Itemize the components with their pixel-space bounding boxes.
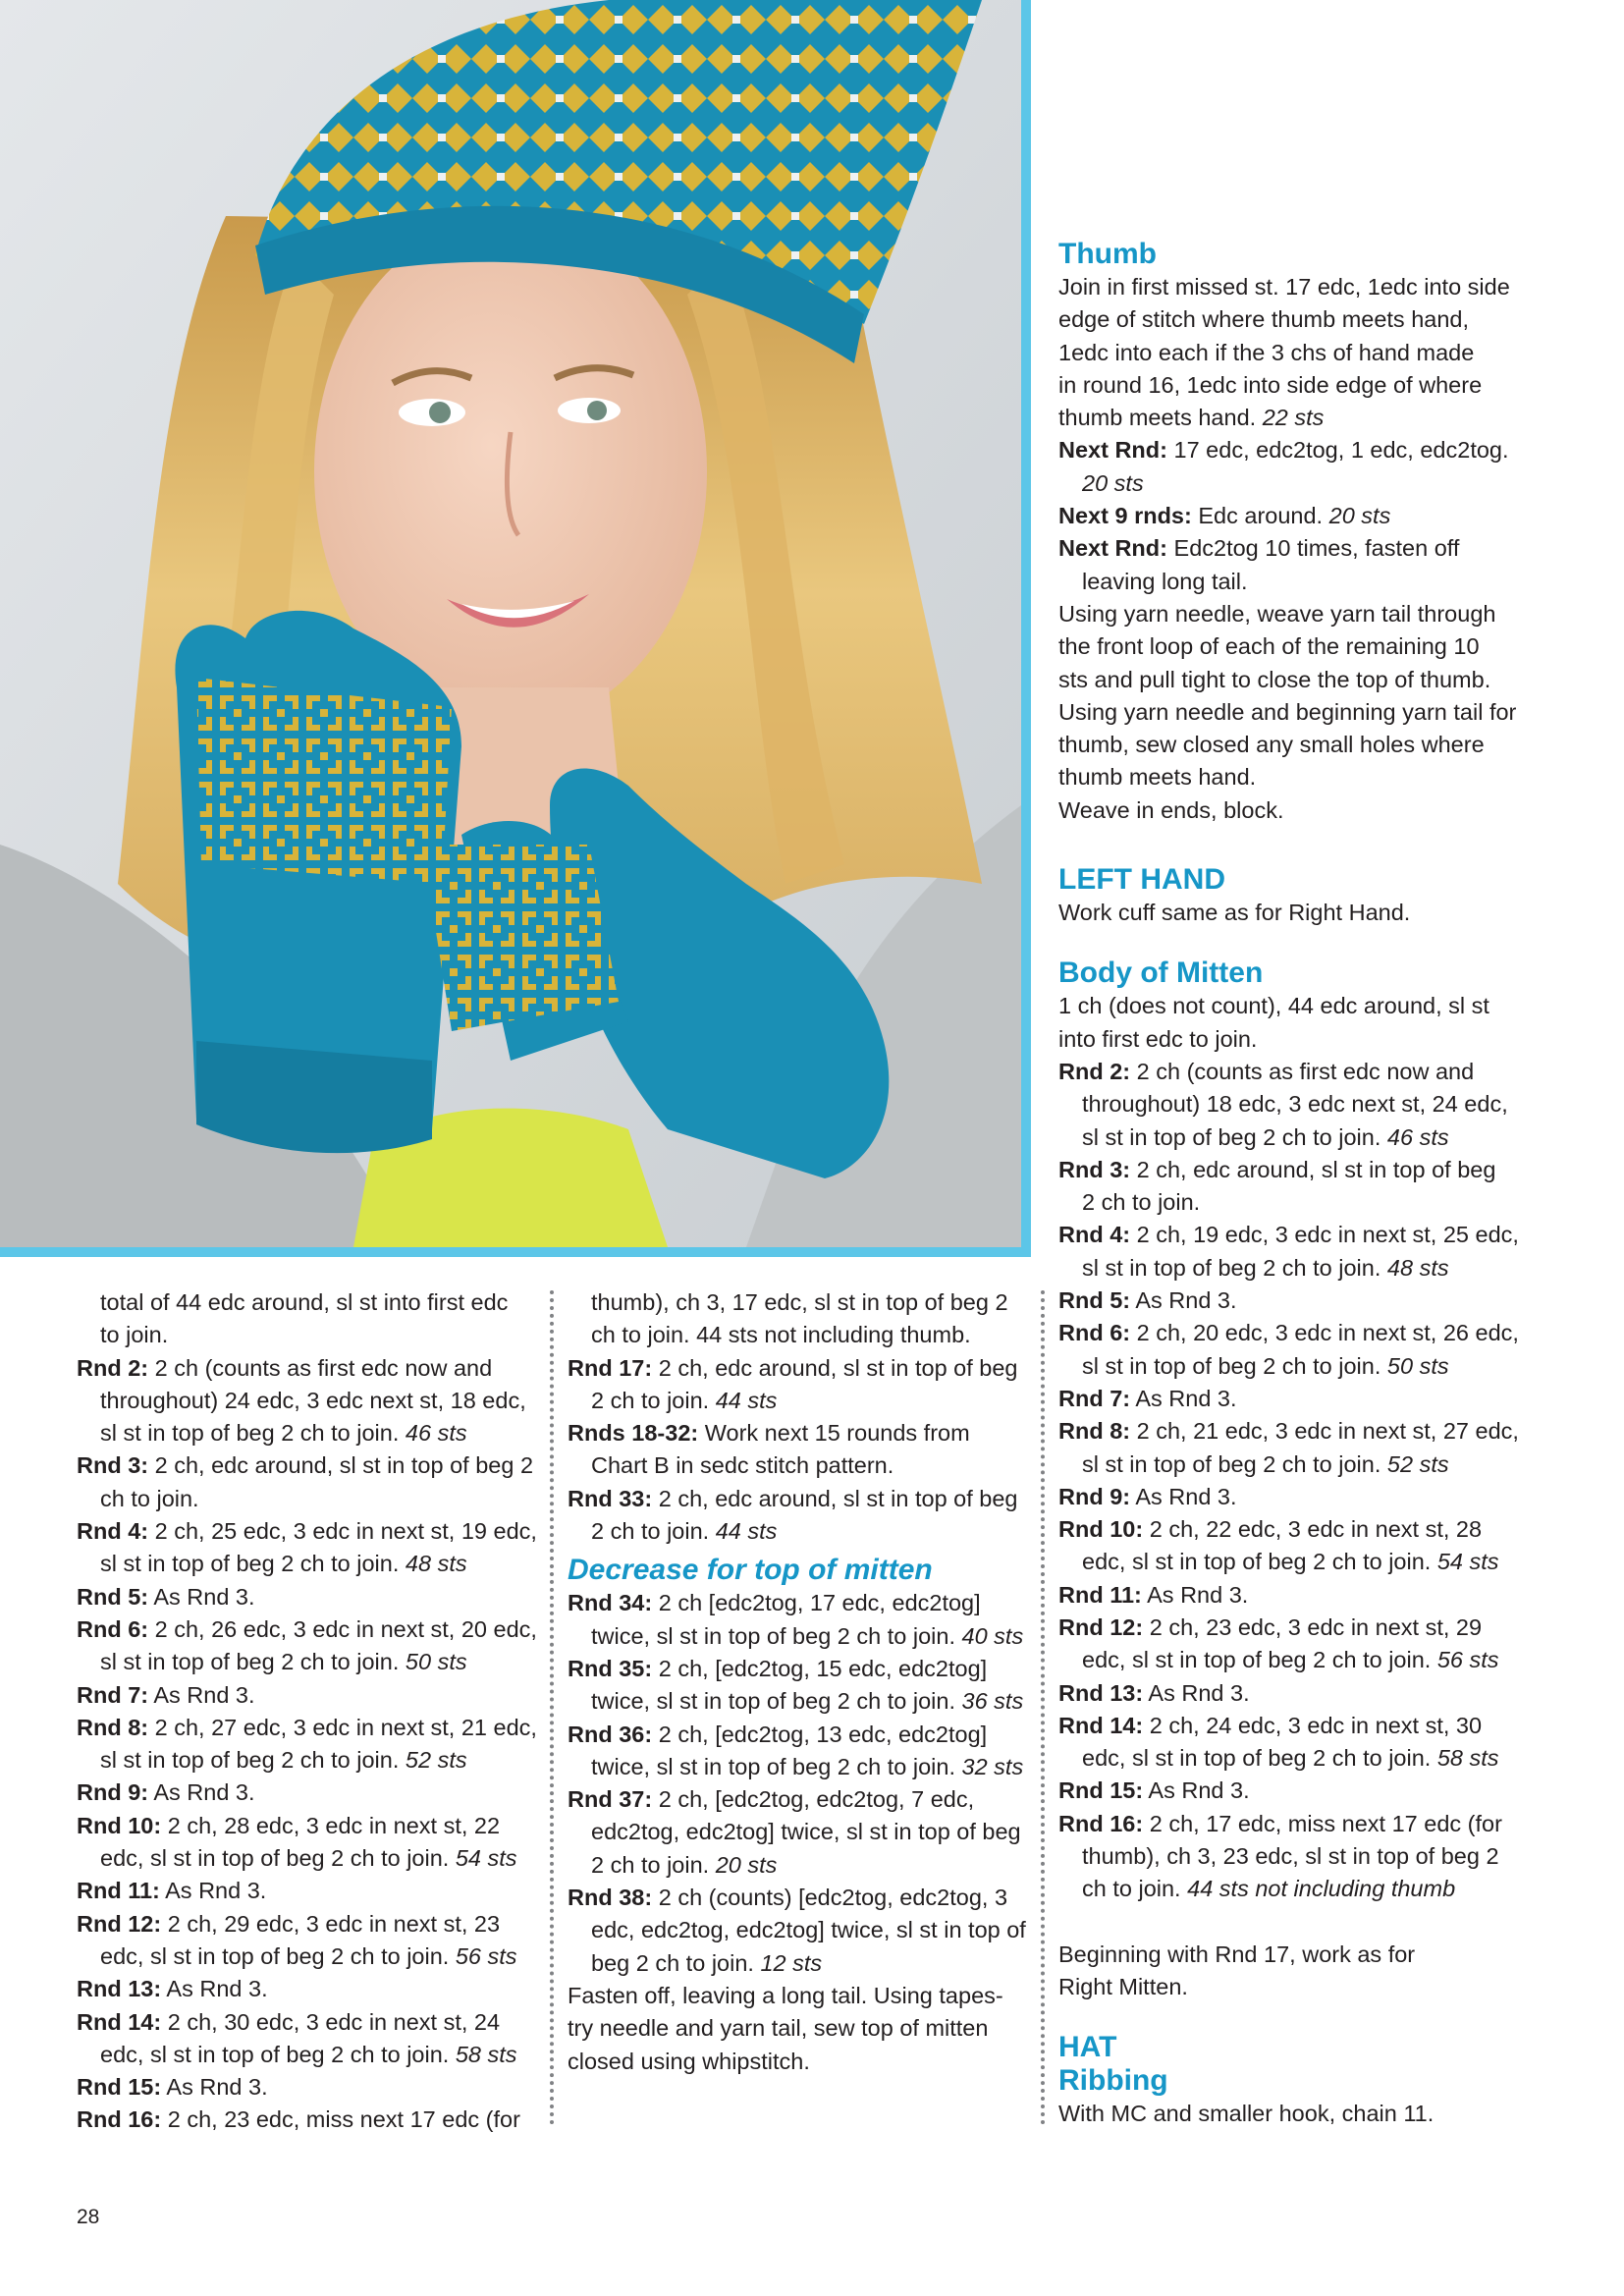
round-label: Next 9 rnds: <box>1058 503 1192 529</box>
left-hand-heading: LEFT HAND <box>1058 863 1225 897</box>
round-label: Rnd 34: <box>568 1590 653 1616</box>
round-label: Next Rnd: <box>1058 437 1167 464</box>
instruction-text: As Rnd 3. <box>1141 1581 1249 1608</box>
pattern-line <box>1058 1285 1530 1317</box>
pattern-line <box>568 1620 1031 1653</box>
pattern-line <box>1058 1350 1530 1383</box>
pattern-line <box>1058 434 1530 466</box>
instruction-text: throughout) 24 edc, 3 edc next st, 18 edc, <box>100 1387 526 1413</box>
instruction-text: Using yarn needle, weave yarn tail through <box>1058 600 1496 627</box>
round-label: Rnd 10: <box>1058 1516 1144 1543</box>
instruction-text: the front loop of each of the remaining 10 <box>1058 633 1480 660</box>
instruction-text: As Rnd 3. <box>1130 1483 1237 1509</box>
instruction-text: thumb, sew closed any small holes where <box>1058 732 1485 758</box>
pattern-line <box>1058 897 1530 929</box>
pattern-line <box>1058 1056 1530 1088</box>
round-label: Rnd 9: <box>1058 1483 1131 1509</box>
instruction-text: 2 ch, 22 edc, 3 edc in next st, 28 <box>1143 1516 1483 1543</box>
right-column <box>1058 234 1530 2131</box>
stitch-count: 48 sts <box>1386 1254 1449 1281</box>
pattern-line <box>1058 1971 1530 2003</box>
instruction-text: try needle and yarn tail, sew top of mitten <box>568 2015 989 2042</box>
instruction-text: Fasten off, leaving a long tail. Using tapes- <box>568 1982 1003 2008</box>
instruction-text: edc, sl st in top of beg 2 ch to join. <box>1082 1647 1437 1673</box>
stitch-count: 58 sts <box>1436 1745 1499 1772</box>
pattern-line <box>568 1587 1031 1619</box>
pattern-line <box>77 1581 538 1613</box>
pattern-line <box>1058 990 1530 1022</box>
pattern-line <box>77 1319 538 1351</box>
pattern-line <box>77 1941 538 1973</box>
round-label: Rnd 4: <box>1058 1222 1131 1248</box>
instruction-text: As Rnd 3. <box>1130 1287 1237 1314</box>
stitch-count: 44 sts <box>715 1518 778 1545</box>
instruction-text: edc2tog, edc2tog] twice, sl st in top of beg <box>591 1819 1021 1845</box>
pattern-line <box>1058 1644 1530 1676</box>
pattern-line <box>77 2039 538 2071</box>
ribbing-heading: Ribbing <box>1058 2064 1168 2098</box>
product-photo <box>0 0 1031 1257</box>
stitch-count: 48 sts <box>405 1551 467 1577</box>
pattern-line <box>77 1548 538 1580</box>
instruction-text: As Rnd 3. <box>1130 1385 1237 1411</box>
instruction-text: throughout) 18 edc, 3 edc next st, 24 edc, <box>1082 1091 1508 1118</box>
pattern-line <box>568 1685 1031 1718</box>
instruction-text: edc, sl st in top of beg 2 ch to join. <box>100 1942 456 1969</box>
instruction-text: sl st in top of beg 2 ch to join. <box>100 1420 406 1447</box>
round-label: Rnd 14: <box>77 2008 162 2035</box>
round-label: Rnd 16: <box>1058 1810 1144 1836</box>
pattern-line <box>77 1744 538 1777</box>
stitch-count: 32 sts <box>961 1753 1024 1779</box>
pattern-line <box>1058 630 1530 663</box>
instruction-text: 2 ch (counts as first edc now and <box>1130 1058 1475 1084</box>
instruction-text: 1edc into each if the 3 chs of hand made <box>1058 339 1475 365</box>
left-column-lines <box>77 1286 538 2137</box>
pattern-line <box>1058 794 1530 827</box>
instruction-text: thumb meets hand. <box>1058 764 1257 791</box>
instruction-text: leaving long tail. <box>1082 568 1248 594</box>
instruction-text: 1 ch (does not count), 44 edc around, sl st <box>1058 993 1489 1019</box>
pattern-line <box>77 2104 538 2136</box>
round-label: Rnd 7: <box>1058 1385 1131 1411</box>
pattern-line <box>568 1385 1031 1417</box>
instruction-text: Edc2tog 10 times, fasten off <box>1166 535 1460 562</box>
pattern-line <box>568 1816 1031 1848</box>
pattern-line <box>77 1646 538 1678</box>
instruction-text: 2 ch, 19 edc, 3 edc in next st, 25 edc, <box>1130 1222 1519 1248</box>
instruction-text: sl st in top of beg 2 ch to join. <box>1082 1123 1387 1150</box>
instruction-text: Using yarn needle and beginning yarn tail for <box>1058 698 1517 725</box>
instruction-text: sts and pull tight to close the top of thumb. <box>1058 666 1491 692</box>
stitch-count: 52 sts <box>1386 1450 1449 1477</box>
pattern-line <box>1058 1317 1530 1349</box>
stitch-count: 50 sts <box>405 1649 467 1675</box>
instruction-text: twice, sl st in top of beg 2 ch to join. <box>591 1753 962 1779</box>
pattern-line <box>1058 1742 1530 1775</box>
round-label: Rnd 37: <box>568 1786 653 1813</box>
pattern-line <box>568 1914 1031 1946</box>
pattern-line <box>77 1842 538 1875</box>
left-hand-lines <box>1058 897 1530 929</box>
instruction-text: sl st in top of beg 2 ch to join. <box>1082 1450 1387 1477</box>
round-label: Rnd 33: <box>568 1485 653 1511</box>
instruction-text: edc, sl st in top of beg 2 ch to join. <box>1082 1549 1437 1575</box>
instruction-text: sl st in top of beg 2 ch to join. <box>100 1747 406 1774</box>
instruction-text: to join. <box>100 1322 169 1348</box>
round-label: Rnd 36: <box>568 1721 653 1747</box>
pattern-line <box>1058 1840 1530 1873</box>
pattern-line <box>568 1947 1031 1980</box>
round-label: Rnd 15: <box>77 2074 162 2101</box>
pattern-line <box>1058 1808 1530 1840</box>
pattern-line <box>1058 1023 1530 1056</box>
pattern-line <box>1058 500 1530 532</box>
pattern-line <box>1058 1873 1530 1905</box>
instruction-text: sl st in top of beg 2 ch to join. <box>1082 1254 1387 1281</box>
ribbing-lines <box>1058 2098 1530 2130</box>
pattern-line <box>568 2046 1031 2078</box>
instruction-text: Join in first missed st. 17 edc, 1edc into side <box>1058 274 1510 300</box>
instruction-text: sl st in top of beg 2 ch to join. <box>100 1551 406 1577</box>
pattern-line <box>77 1875 538 1907</box>
stitch-count: 20 sts <box>1082 469 1144 496</box>
instruction-text: 2 ch, 26 edc, 3 edc in next st, 20 edc, <box>148 1615 537 1642</box>
instruction-text: ch to join. <box>100 1485 199 1511</box>
pattern-line <box>568 2012 1031 2045</box>
pattern-line <box>1058 1612 1530 1644</box>
round-label: Rnd 14: <box>1058 1712 1144 1738</box>
pattern-line <box>1058 1513 1530 1546</box>
round-label: Rnd 5: <box>1058 1287 1131 1314</box>
instruction-text: 2 ch, 29 edc, 3 edc in next st, 23 <box>161 1910 501 1937</box>
instruction-text: 17 edc, edc2tog, 1 edc, edc2tog. <box>1166 437 1509 464</box>
instruction-text: ch to join. 44 sts not including thumb. <box>591 1322 971 1348</box>
round-label: Rnd 12: <box>77 1910 162 1937</box>
instruction-text: edc, sl st in top of beg 2 ch to join. <box>100 1845 456 1872</box>
instruction-text: 2 ch, 23 edc, miss next 17 edc (for <box>161 2106 520 2133</box>
pattern-line <box>77 1908 538 1941</box>
thumb-lines <box>1058 271 1530 827</box>
left-column <box>77 1286 538 2137</box>
round-label: Rnd 6: <box>77 1615 149 1642</box>
round-label: Rnd 13: <box>77 1976 162 2002</box>
instruction-text: With MC and smaller hook, chain 11. <box>1058 2101 1435 2127</box>
thumb-heading: Thumb <box>1058 238 1157 270</box>
instruction-text: As Rnd 3. <box>148 1583 255 1610</box>
pattern-line <box>568 1783 1031 1816</box>
pattern-line <box>77 1515 538 1548</box>
round-label: Rnd 17: <box>568 1354 653 1381</box>
stitch-count: 54 sts <box>1436 1549 1499 1575</box>
instruction-text: in round 16, 1edc into side edge of where <box>1058 371 1483 398</box>
stitch-count: 12 sts <box>760 1949 823 1976</box>
stitch-count: 20 sts <box>1328 503 1391 529</box>
instruction-text: 2 ch [edc2tog, 17 edc, edc2tog] <box>652 1590 981 1616</box>
pattern-line <box>77 1352 538 1385</box>
pattern-line <box>1058 566 1530 598</box>
pattern-line <box>1058 337 1530 369</box>
round-label: Rnd 11: <box>77 1878 160 1904</box>
instruction-text: 2 ch, 27 edc, 3 edc in next st, 21 edc, <box>148 1714 537 1740</box>
pattern-line <box>568 1286 1031 1319</box>
pattern-line <box>1058 2098 1530 2130</box>
instruction-text: 2 ch to join. <box>1082 1189 1201 1216</box>
instruction-text: ch to join. <box>1082 1876 1188 1902</box>
pattern-line <box>77 1286 538 1319</box>
instruction-text: edc, edc2tog, edc2tog] twice, sl st in top of <box>591 1917 1026 1943</box>
instruction-text: Right Mitten. <box>1058 1973 1188 1999</box>
round-label: Rnd 2: <box>1058 1058 1131 1084</box>
stitch-count: 54 sts <box>455 1845 517 1872</box>
instruction-text: 2 ch, [edc2tog, edc2tog, 7 edc, <box>652 1786 975 1813</box>
stitch-count: 56 sts <box>1436 1647 1499 1673</box>
round-label: Rnd 5: <box>77 1583 149 1610</box>
instruction-text: 2 ch, 17 edc, miss next 17 edc (for <box>1143 1810 1502 1836</box>
pattern-line <box>77 1483 538 1515</box>
round-label: Rnd 9: <box>77 1779 149 1806</box>
instruction-text: 2 ch, [edc2tog, 13 edc, edc2tog] <box>652 1721 988 1747</box>
pattern-line <box>1058 1546 1530 1578</box>
pattern-line <box>1058 369 1530 402</box>
body-of-mitten-lines <box>1058 990 1530 1905</box>
instruction-text: 2 ch to join. <box>591 1518 716 1545</box>
pattern-line <box>568 1980 1031 2012</box>
instruction-text: 2 ch, 21 edc, 3 edc in next st, 27 edc, <box>1130 1418 1519 1445</box>
pattern-line <box>1058 1219 1530 1251</box>
pattern-line <box>77 2006 538 2039</box>
stitch-count: 40 sts <box>961 1622 1024 1649</box>
instruction-text: Chart B in sedc stitch pattern. <box>591 1452 894 1479</box>
pattern-line <box>1058 1481 1530 1513</box>
pattern-line <box>568 1352 1031 1385</box>
pattern-line <box>77 1449 538 1482</box>
pattern-line <box>1058 729 1530 761</box>
instruction-text: As Rnd 3. <box>148 1681 255 1708</box>
instruction-text: Weave in ends, block. <box>1058 796 1284 823</box>
instruction-text: As Rnd 3. <box>1143 1679 1250 1706</box>
middle-column-lines <box>568 1286 1031 1548</box>
instruction-text: twice, sl st in top of beg 2 ch to join. <box>591 1688 962 1715</box>
pattern-line <box>568 1417 1031 1449</box>
page-number: 28 <box>77 2206 100 2228</box>
instruction-text: 2 ch (counts as first edc now and <box>148 1354 493 1381</box>
instruction-text: 2 ch (counts) [edc2tog, edc2tog, 3 <box>652 1885 1008 1911</box>
photo-illustration <box>0 0 1021 1247</box>
pattern-line <box>1058 1579 1530 1612</box>
round-label: Rnd 2: <box>77 1354 149 1381</box>
pattern-line <box>568 1882 1031 1914</box>
round-label: Rnd 16: <box>77 2106 162 2133</box>
decrease-heading: Decrease for top of mitten <box>568 1554 933 1587</box>
round-label: Rnd 10: <box>77 1812 162 1838</box>
pattern-line <box>1058 1775 1530 1807</box>
instruction-text: edc, sl st in top of beg 2 ch to join. <box>1082 1745 1437 1772</box>
pattern-line <box>1058 1186 1530 1219</box>
instruction-text: 2 ch, edc around, sl st in top of beg <box>652 1485 1018 1511</box>
stitch-count: 22 sts <box>1262 405 1325 431</box>
stitch-count: 44 sts <box>715 1387 778 1413</box>
pattern-line <box>1058 1449 1530 1481</box>
pattern-line <box>568 1515 1031 1548</box>
instruction-text: As Rnd 3. <box>148 1779 255 1806</box>
pattern-line <box>1058 532 1530 565</box>
pattern-line <box>77 1385 538 1417</box>
instruction-text: As Rnd 3. <box>1143 1777 1250 1804</box>
pattern-line <box>568 1483 1031 1515</box>
pattern-line <box>1058 1088 1530 1121</box>
instruction-text: sl st in top of beg 2 ch to join. <box>1082 1352 1387 1379</box>
pattern-line <box>568 1319 1031 1351</box>
pattern-line <box>1058 1252 1530 1285</box>
round-label: Rnd 3: <box>77 1452 149 1479</box>
pattern-line <box>77 1679 538 1712</box>
instruction-text: beg 2 ch to join. <box>591 1949 761 1976</box>
round-label: Rnds 18-32: <box>568 1420 699 1447</box>
instruction-text: 2 ch, 20 edc, 3 edc in next st, 26 edc, <box>1130 1320 1519 1346</box>
instruction-text: 2 ch, 23 edc, 3 edc in next st, 29 <box>1143 1613 1483 1640</box>
instruction-text: 2 ch, 24 edc, 3 edc in next st, 30 <box>1143 1712 1483 1738</box>
middle-column <box>568 1286 1031 2078</box>
round-label: Rnd 6: <box>1058 1320 1131 1346</box>
round-label: Rnd 11: <box>1058 1581 1142 1608</box>
instruction-text: thumb), ch 3, 23 edc, sl st in top of beg 2 <box>1082 1843 1499 1870</box>
instruction-text: total of 44 edc around, sl st into first edc <box>100 1289 509 1315</box>
round-label: Rnd 4: <box>77 1518 149 1545</box>
instruction-text: As Rnd 3. <box>161 1976 268 2002</box>
instruction-text: closed using whipstitch. <box>568 2048 810 2074</box>
column-divider <box>1041 1290 1045 2125</box>
pattern-line <box>77 1777 538 1809</box>
instruction-text: 2 ch, edc around, sl st in top of beg <box>652 1354 1018 1381</box>
instruction-text: Beginning with Rnd 17, work as for <box>1058 1941 1416 1967</box>
pattern-line <box>1058 664 1530 696</box>
pattern-line <box>1058 1677 1530 1710</box>
round-label: Rnd 8: <box>1058 1418 1131 1445</box>
pattern-line <box>568 1751 1031 1783</box>
pattern-line <box>77 1417 538 1449</box>
instruction-text: edge of stitch where thumb meets hand, <box>1058 306 1470 333</box>
instruction-text: thumb), ch 3, 17 edc, sl st in top of beg 2 <box>591 1289 1008 1315</box>
pattern-line <box>1058 1383 1530 1415</box>
round-label: Rnd 35: <box>568 1655 653 1681</box>
decrease-lines <box>568 1587 1031 2077</box>
round-label: Rnd 13: <box>1058 1679 1144 1706</box>
instruction-text: edc, sl st in top of beg 2 ch to join. <box>100 2041 456 2067</box>
pattern-line <box>568 1449 1031 1482</box>
stitch-count: 56 sts <box>455 1942 517 1969</box>
pattern-line <box>77 1973 538 2005</box>
instruction-text: 2 ch, edc around, sl st in top of beg <box>1130 1156 1496 1182</box>
instruction-text: twice, sl st in top of beg 2 ch to join. <box>591 1622 962 1649</box>
pattern-line <box>1058 1710 1530 1742</box>
stitch-count: 46 sts <box>405 1420 467 1447</box>
instruction-text: sl st in top of beg 2 ch to join. <box>100 1649 406 1675</box>
body-after-lines <box>1058 1939 1530 2004</box>
instruction-text: Work next 15 rounds from <box>698 1420 970 1447</box>
instruction-text: Work cuff same as for Right Hand. <box>1058 900 1411 926</box>
round-label: Next Rnd: <box>1058 535 1167 562</box>
round-label: Rnd 12: <box>1058 1613 1144 1640</box>
pattern-line <box>1058 271 1530 303</box>
pattern-line <box>77 1712 538 1744</box>
pattern-line <box>1058 1121 1530 1154</box>
pattern-line <box>77 2071 538 2104</box>
pattern-line <box>77 1810 538 1842</box>
pattern-line <box>568 1849 1031 1882</box>
instruction-text: As Rnd 3. <box>159 1878 267 1904</box>
pattern-line <box>568 1719 1031 1751</box>
stitch-count: 58 sts <box>455 2041 517 2067</box>
pattern-line <box>77 1613 538 1646</box>
pattern-line <box>1058 598 1530 630</box>
hat-heading: HAT <box>1058 2031 1117 2064</box>
instruction-text: 2 ch, 25 edc, 3 edc in next st, 19 edc, <box>148 1518 537 1545</box>
pattern-line <box>568 1653 1031 1685</box>
stitch-count: 52 sts <box>405 1747 467 1774</box>
pattern-line <box>1058 1154 1530 1186</box>
stitch-count: 36 sts <box>961 1688 1024 1715</box>
instruction-text: As Rnd 3. <box>161 2074 268 2101</box>
pattern-line <box>1058 1415 1530 1448</box>
body-of-mitten-heading: Body of Mitten <box>1058 957 1264 990</box>
instruction-text: Edc around. <box>1191 503 1329 529</box>
round-label: Rnd 3: <box>1058 1156 1131 1182</box>
round-label: Rnd 7: <box>77 1681 149 1708</box>
stitch-count: 20 sts <box>715 1851 778 1878</box>
instruction-text: 2 ch, 30 edc, 3 edc in next st, 24 <box>161 2008 501 2035</box>
instruction-text: 2 ch to join. <box>591 1387 716 1413</box>
stitch-count: 50 sts <box>1386 1352 1449 1379</box>
pattern-line <box>1058 402 1530 434</box>
stitch-count: 44 sts not including thumb <box>1187 1876 1456 1902</box>
instruction-text: 2 ch, [edc2tog, 15 edc, edc2tog] <box>652 1655 988 1681</box>
round-label: Rnd 15: <box>1058 1777 1144 1804</box>
pattern-line <box>1058 467 1530 500</box>
instruction-text: 2 ch, edc around, sl st in top of beg 2 <box>148 1452 534 1479</box>
pattern-line <box>1058 761 1530 793</box>
round-label: Rnd 38: <box>568 1885 653 1911</box>
pattern-line <box>1058 1939 1530 1971</box>
round-label: Rnd 8: <box>77 1714 149 1740</box>
instruction-text: thumb meets hand. <box>1058 405 1263 431</box>
instruction-text: 2 ch to join. <box>591 1851 716 1878</box>
instruction-text: into first edc to join. <box>1058 1025 1258 1052</box>
stitch-count: 46 sts <box>1386 1123 1449 1150</box>
pattern-line <box>1058 303 1530 336</box>
column-divider <box>550 1290 554 2125</box>
instruction-text: 2 ch, 28 edc, 3 edc in next st, 22 <box>161 1812 501 1838</box>
pattern-line <box>1058 696 1530 729</box>
